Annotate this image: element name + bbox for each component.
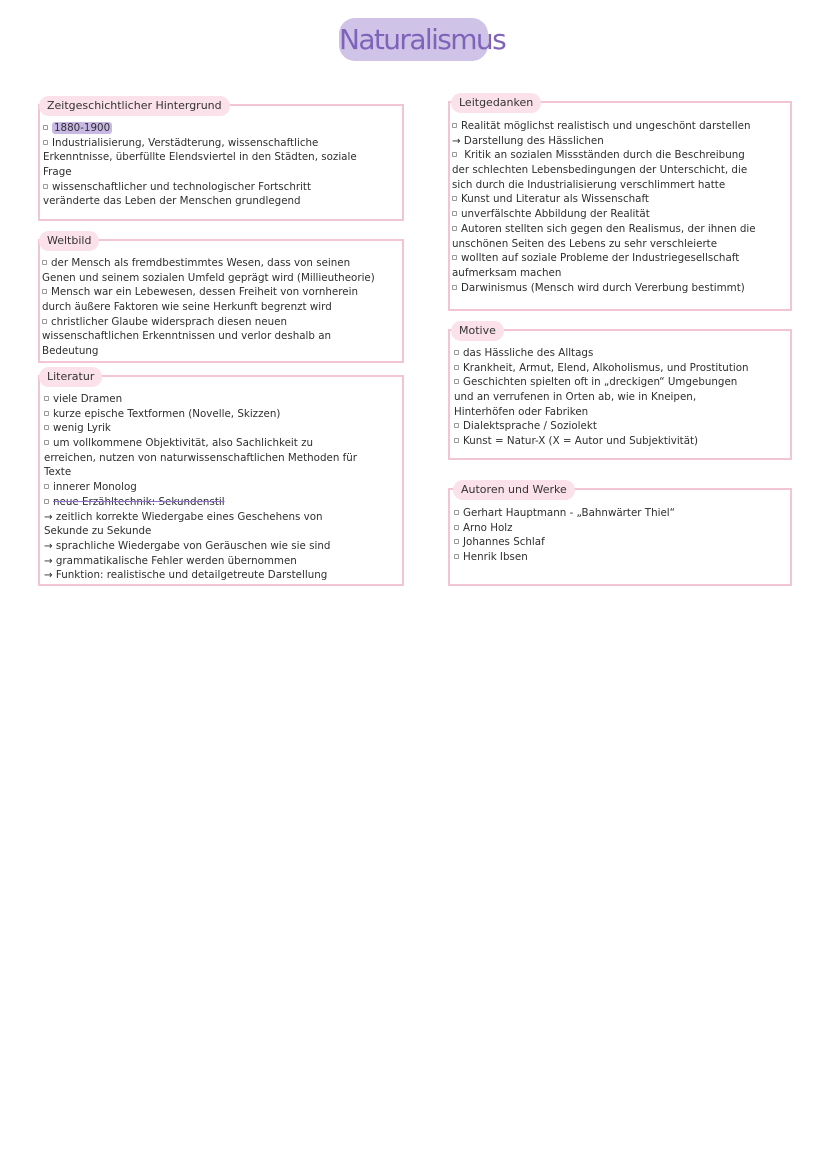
list-item: neue Erzähltechnik: Sekundenstil: [44, 495, 357, 510]
list-item: veränderte das Leben der Menschen grundlegend: [43, 195, 301, 208]
list-item: der Mensch als fremdbestimmtes Wesen, dass von seinen: [42, 256, 375, 271]
list-item: Geschichten spielten oft in „dreckigen“ Umgebungen: [454, 375, 749, 390]
list-item: Kunst = Natur-X (X = Autor und Subjektivität): [454, 434, 749, 449]
bullet-icon: [42, 289, 47, 294]
list-item: durch äußere Faktoren wie seine Herkunft begrenzt wird: [42, 301, 332, 314]
list-item: das Hässliche des Alltags: [454, 346, 749, 361]
page-title: Naturalismus: [339, 18, 488, 61]
bullet-icon: [454, 510, 459, 515]
list-item: → Funktion: realistische und detailgetreute Darstellung: [44, 569, 328, 582]
list-item: Texte: [44, 466, 72, 479]
list-item: 1880-1900: [43, 121, 357, 136]
section-label-literatur: Literatur: [39, 367, 102, 387]
list-item: wollten auf soziale Probleme der Industriegesellschaft: [452, 251, 756, 266]
bullet-icon: [43, 140, 48, 145]
list-item: → grammatikalische Fehler werden übernommen: [44, 554, 297, 567]
list-item: und an verrufenen in Orten ab, wie in Kneipen,: [454, 391, 697, 404]
bullet-icon: [42, 319, 47, 324]
bullet-icon: [454, 554, 459, 559]
list-item: Erkenntnisse, überfüllte Elendsviertel in den Städten, soziale: [43, 151, 357, 164]
list-item: Kunst und Literatur als Wissenschaft: [452, 192, 756, 207]
bullet-icon: [44, 425, 49, 430]
list-item: der schlechten Lebensbedingungen der Unterschicht, die: [452, 164, 748, 177]
bullet-icon: [43, 184, 48, 189]
bullet-icon: [452, 285, 457, 290]
bullet-icon: [44, 411, 49, 416]
list-item: sich durch die Industrialisierung verschlimmert hatte: [452, 178, 726, 191]
bullet-icon: [452, 123, 457, 128]
list-item: → sprachliche Wiedergabe von Geräuschen wie sie sind: [44, 539, 331, 552]
bullet-icon: [452, 226, 457, 231]
list-item: christlicher Glaube widersprach diesen neuen: [42, 315, 375, 330]
bullet-icon: [454, 350, 459, 355]
list-item: um vollkommene Objektivität, also Sachlichkeit zu: [44, 436, 357, 451]
list-item: Industrialisierung, Verstädterung, wissenschaftliche: [43, 136, 357, 151]
list-item: unverfälschte Abbildung der Realität: [452, 207, 756, 222]
list-item: Hinterhöfen oder Fabriken: [454, 405, 589, 418]
section-label-hintergrund: Zeitgeschichtlicher Hintergrund: [39, 96, 230, 116]
section-content-weltbild: [42, 256, 375, 359]
list-item: Krankheit, Armut, Elend, Alkoholismus, und Prostitution: [454, 361, 749, 376]
list-item: Darwinismus (Mensch wird durch Vererbung bestimmt): [452, 281, 756, 296]
bullet-icon: [452, 152, 457, 157]
list-item: Henrik Ibsen: [454, 550, 675, 565]
list-item: wissenschaftlichen Erkenntnissen und verlor deshalb an: [42, 330, 332, 343]
list-item: Autoren stellten sich gegen den Realismus, der ihnen die: [452, 222, 756, 237]
bullet-icon: [454, 525, 459, 530]
bullet-icon: [44, 499, 49, 504]
bullet-icon: [44, 440, 49, 445]
bullet-icon: [454, 539, 459, 544]
section-label-motive: Motive: [451, 321, 504, 341]
section-content-motive: [454, 346, 749, 449]
bullet-icon: [454, 438, 459, 443]
list-item: Genen und seinem sozialen Umfeld geprägt wird (Millieutheorie): [42, 271, 375, 284]
list-item: Realität möglichst realistisch und ungeschönt darstellen: [452, 119, 756, 134]
list-item: wissenschaftlicher und technologischer Fortschritt: [43, 180, 357, 195]
list-item: Dialektsprache / Soziolekt: [454, 419, 749, 434]
bullet-icon: [452, 196, 457, 201]
bullet-icon: [44, 484, 49, 489]
list-item: → zeitlich korrekte Wiedergabe eines Geschehens von: [44, 510, 323, 523]
list-item: Bedeutung: [42, 345, 99, 358]
section-label-autoren: Autoren und Werke: [453, 480, 575, 500]
section-content-hintergrund: [43, 121, 357, 209]
list-item: unschönen Seiten des Lebens zu sehr verschleierte: [452, 237, 718, 250]
list-item: innerer Monolog: [44, 480, 357, 495]
bullet-icon: [43, 125, 48, 130]
list-item: viele Dramen: [44, 392, 357, 407]
bullet-icon: [44, 396, 49, 401]
section-label-leitgedanken: Leitgedanken: [451, 93, 541, 113]
bullet-icon: [454, 423, 459, 428]
bullet-icon: [42, 260, 47, 265]
list-item: Gerhart Hauptmann - „Bahnwärter Thiel“: [454, 506, 675, 521]
section-content-leitgedanken: [452, 119, 756, 295]
bullet-icon: [452, 211, 457, 216]
section-content-literatur: [44, 392, 357, 583]
list-item: Frage: [43, 166, 72, 179]
bullet-icon: [452, 255, 457, 260]
list-item: Kritik an sozialen Missständen durch die Beschreibung: [452, 148, 756, 163]
list-item: → Darstellung des Hässlichen: [452, 134, 604, 147]
list-item: aufmerksam machen: [452, 266, 562, 279]
list-item: kurze epische Textformen (Novelle, Skizzen): [44, 407, 357, 422]
list-item: wenig Lyrik: [44, 421, 357, 436]
list-item: erreichen, nutzen von naturwissenschaftlichen Methoden für: [44, 451, 358, 464]
list-item: Arno Holz: [454, 521, 675, 536]
bullet-icon: [454, 365, 459, 370]
section-content-autoren: [454, 506, 675, 565]
section-label-weltbild: Weltbild: [39, 231, 99, 251]
list-item: Mensch war ein Lebewesen, dessen Freiheit von vornherein: [42, 285, 375, 300]
list-item: Johannes Schlaf: [454, 535, 675, 550]
list-item: Sekunde zu Sekunde: [44, 525, 152, 538]
bullet-icon: [454, 379, 459, 384]
